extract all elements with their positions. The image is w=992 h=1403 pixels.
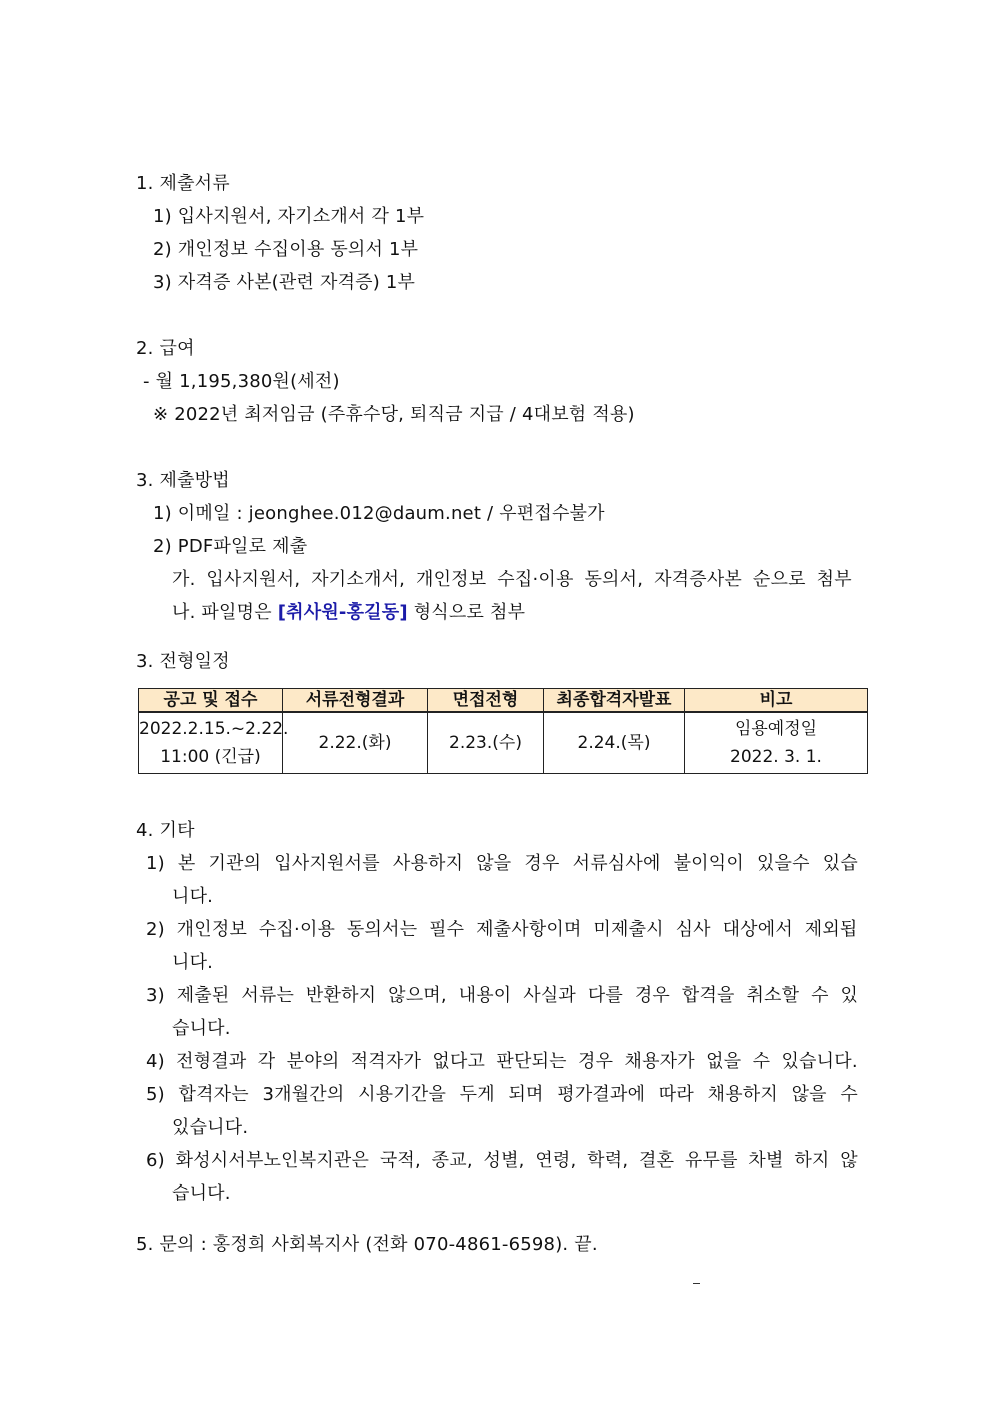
page-mark: [693, 1283, 700, 1284]
cell-remarks: 임용예정일 2022. 3. 1.: [685, 712, 868, 774]
etc-item-2: 2) 개인정보 수집·이용 동의서는 필수 제출사항이며 미제출시 심사 대상에서 제외됩: [146, 919, 858, 940]
etc-item-1-cont: 니다.: [172, 886, 214, 907]
contact-line: 5. 문의 : 홍정희 사회복지사 (전화 070-4861-6598). 끝.: [136, 1234, 598, 1255]
etc-item-4: 4) 전형결과 각 분야의 적격자가 없다고 판단되는 경우 채용자가 없을 수 있습니다.: [146, 1051, 858, 1072]
etc-item-6: 6) 화성시서부노인복지관은 국적, 종교, 성별, 연령, 학력, 결혼 유무를 차별 하지 않: [146, 1150, 858, 1171]
etc-item-3-cont: 습니다.: [172, 1018, 231, 1039]
header-remarks: 비고: [685, 689, 868, 713]
cell-interview: 2.23.(수): [428, 712, 544, 774]
attach-order: 가. 입사지원서, 자기소개서, 개인정보 수집·이용 동의서, 자격증사본 순으로 첨부: [172, 569, 852, 590]
section-1-title: 1. 제출서류: [136, 173, 230, 194]
cell-document-result: 2.22.(화): [283, 712, 428, 774]
section-2-title: 2. 급여: [136, 338, 195, 359]
header-final-announcement: 최종합격자발표: [544, 689, 685, 713]
file-name-rule: 나. 파일명은 [취사원-홍길동] 형식으로 첨부: [172, 602, 526, 623]
etc-item-5-cont: 있습니다.: [172, 1117, 249, 1138]
doc-item-3: 3) 자격증 사본(관련 자격증) 1부: [153, 272, 416, 293]
schedule-title: 3. 전형일정: [136, 651, 230, 672]
cell-reception: 2022.2.15.~2.22. 11:00 (긴급): [139, 712, 283, 774]
etc-item-2-cont: 니다.: [172, 952, 214, 973]
salary-amount: - 월 1,195,380원(세전): [143, 371, 340, 392]
header-reception: 공고 및 접수: [139, 689, 283, 713]
salary-note: ※ 2022년 최저임금 (주휴수당, 퇴직금 지급 / 4대보험 적용): [153, 404, 635, 425]
schedule-header-row: [139, 689, 868, 713]
doc-item-1: 1) 입사지원서, 자기소개서 각 1부: [153, 206, 425, 227]
submit-email: 1) 이메일 : jeonghee.012@daum.net / 우편접수불가: [153, 503, 605, 524]
doc-item-2: 2) 개인정보 수집이용 동의서 1부: [153, 239, 419, 260]
header-document-result: 서류전형결과: [283, 689, 428, 713]
section-4-title: 4. 기타: [136, 820, 195, 841]
header-interview: 면접전형: [428, 689, 544, 713]
etc-item-3: 3) 제출된 서류는 반환하지 않으며, 내용이 사실과 다를 경우 합격을 취소할 수 있: [146, 985, 859, 1006]
etc-item-6-cont: 습니다.: [172, 1183, 231, 1204]
etc-item-1: 1) 본 기관의 입사지원서를 사용하지 않을 경우 서류심사에 불이익이 있을수 있습: [146, 853, 858, 874]
etc-item-5: 5) 합격자는 3개월간의 시용기간을 두게 되며 평가결과에 따라 채용하지 않을 수: [146, 1084, 858, 1105]
schedule-row: [139, 712, 868, 774]
file-name-example: [취사원-홍길동]: [277, 602, 408, 623]
section-3-title: 3. 제출방법: [136, 470, 230, 491]
cell-final-announcement: 2.24.(목): [544, 712, 685, 774]
submit-pdf: 2) PDF파일로 제출: [153, 536, 308, 557]
schedule-table: [138, 688, 868, 774]
